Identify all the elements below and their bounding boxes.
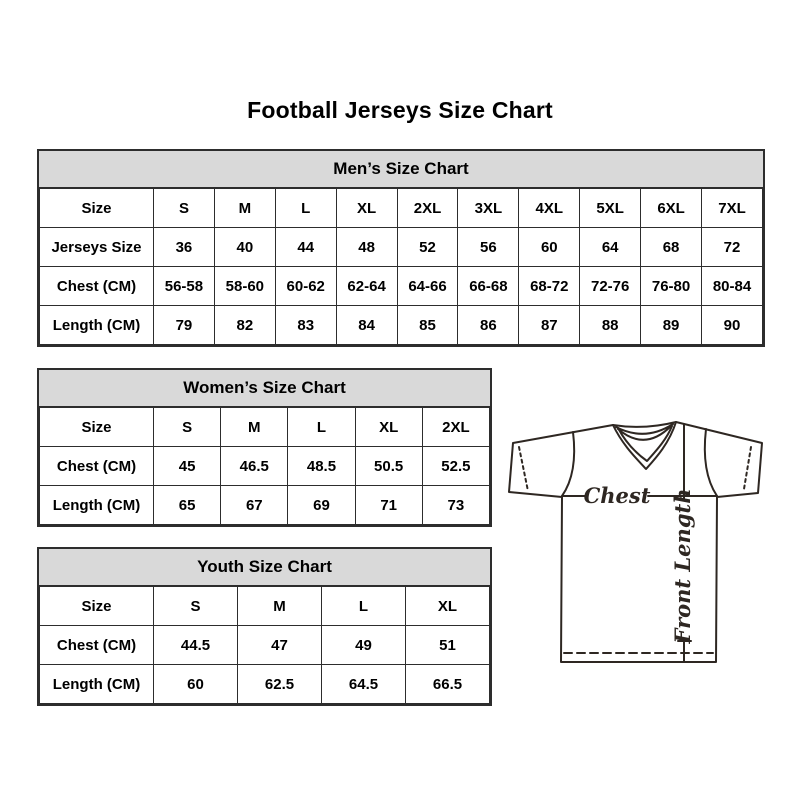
value-cell: 3XL xyxy=(458,189,519,228)
value-cell: XL xyxy=(355,408,422,447)
value-cell: 58-60 xyxy=(214,267,275,306)
value-cell: 62-64 xyxy=(336,267,397,306)
value-cell: 5XL xyxy=(580,189,641,228)
row-label-cell: Length (CM) xyxy=(40,486,154,525)
left-sleeve-seam xyxy=(562,432,574,496)
value-cell: 76-80 xyxy=(641,267,702,306)
mens-table-title: Men’s Size Chart xyxy=(39,151,763,188)
value-cell: 2XL xyxy=(397,189,458,228)
row-label-cell: Size xyxy=(40,408,154,447)
value-cell: 68 xyxy=(641,228,702,267)
value-cell: 69 xyxy=(288,486,355,525)
value-cell: 64 xyxy=(580,228,641,267)
jersey-measurement-diagram xyxy=(503,408,775,670)
value-cell: 87 xyxy=(519,306,580,345)
value-cell: 4XL xyxy=(519,189,580,228)
chest-label: Chest xyxy=(583,483,651,508)
value-cell: S xyxy=(154,587,238,626)
youth-table-title: Youth Size Chart xyxy=(39,549,490,586)
value-cell: 64.5 xyxy=(322,665,406,704)
table-row xyxy=(40,189,763,228)
value-cell: 7XL xyxy=(702,189,763,228)
value-cell: 56 xyxy=(458,228,519,267)
value-cell: 65 xyxy=(154,486,221,525)
value-cell: 66.5 xyxy=(406,665,490,704)
value-cell: M xyxy=(214,189,275,228)
value-cell: 44.5 xyxy=(154,626,238,665)
value-cell: XL xyxy=(336,189,397,228)
value-cell: 72-76 xyxy=(580,267,641,306)
row-label-cell: Chest (CM) xyxy=(40,626,154,665)
value-cell: 71 xyxy=(355,486,422,525)
mens-size-chart-table xyxy=(37,149,765,347)
row-label-cell: Size xyxy=(40,189,154,228)
table-row xyxy=(40,626,490,665)
value-cell: S xyxy=(154,408,221,447)
row-label-cell: Jerseys Size xyxy=(40,228,154,267)
table-row xyxy=(40,306,763,345)
value-cell: 52 xyxy=(397,228,458,267)
value-cell: 64-66 xyxy=(397,267,458,306)
value-cell: 66-68 xyxy=(458,267,519,306)
womens-table-title: Women’s Size Chart xyxy=(39,370,490,407)
table-row xyxy=(40,447,490,486)
value-cell: 85 xyxy=(397,306,458,345)
table-row xyxy=(40,665,490,704)
value-cell: 68-72 xyxy=(519,267,580,306)
value-cell: 6XL xyxy=(641,189,702,228)
value-cell: 83 xyxy=(275,306,336,345)
youth-size-chart-table xyxy=(37,547,492,706)
table-row xyxy=(40,587,490,626)
value-cell: 90 xyxy=(702,306,763,345)
value-cell: S xyxy=(154,189,215,228)
value-cell: 48.5 xyxy=(288,447,355,486)
table-row xyxy=(40,267,763,306)
table-row xyxy=(40,486,490,525)
left-cuff-dashed-line xyxy=(519,447,528,491)
value-cell: 67 xyxy=(221,486,288,525)
womens-table-grid xyxy=(39,407,490,525)
row-label-cell: Chest (CM) xyxy=(40,447,154,486)
row-label-cell: Size xyxy=(40,587,154,626)
value-cell: 56-58 xyxy=(154,267,215,306)
table-row xyxy=(40,228,763,267)
value-cell: 44 xyxy=(275,228,336,267)
value-cell: 60 xyxy=(154,665,238,704)
value-cell: L xyxy=(288,408,355,447)
value-cell: 40 xyxy=(214,228,275,267)
value-cell: 86 xyxy=(458,306,519,345)
value-cell: L xyxy=(322,587,406,626)
value-cell: 36 xyxy=(154,228,215,267)
value-cell: 62.5 xyxy=(238,665,322,704)
value-cell: 73 xyxy=(422,486,489,525)
value-cell: 51 xyxy=(406,626,490,665)
value-cell: 46.5 xyxy=(221,447,288,486)
value-cell: 60-62 xyxy=(275,267,336,306)
value-cell: 82 xyxy=(214,306,275,345)
value-cell: M xyxy=(238,587,322,626)
table-row xyxy=(40,408,490,447)
front-length-label: Front Length xyxy=(670,488,695,644)
row-label-cell: Length (CM) xyxy=(40,306,154,345)
value-cell: 49 xyxy=(322,626,406,665)
value-cell: 84 xyxy=(336,306,397,345)
right-sleeve-seam xyxy=(705,429,717,496)
right-cuff-dashed-line xyxy=(744,447,751,489)
value-cell: 2XL xyxy=(422,408,489,447)
value-cell: L xyxy=(275,189,336,228)
value-cell: 48 xyxy=(336,228,397,267)
page-title: Football Jerseys Size Chart xyxy=(247,97,553,123)
value-cell: 89 xyxy=(641,306,702,345)
youth-table-grid xyxy=(39,586,490,704)
mens-table-grid xyxy=(39,188,763,345)
value-cell: 50.5 xyxy=(355,447,422,486)
value-cell: 47 xyxy=(238,626,322,665)
value-cell: 72 xyxy=(702,228,763,267)
row-label-cell: Length (CM) xyxy=(40,665,154,704)
value-cell: 80-84 xyxy=(702,267,763,306)
value-cell: 88 xyxy=(580,306,641,345)
womens-size-chart-table xyxy=(37,368,492,527)
value-cell: 45 xyxy=(154,447,221,486)
value-cell: XL xyxy=(406,587,490,626)
value-cell: M xyxy=(221,408,288,447)
value-cell: 79 xyxy=(154,306,215,345)
row-label-cell: Chest (CM) xyxy=(40,267,154,306)
value-cell: 60 xyxy=(519,228,580,267)
value-cell: 52.5 xyxy=(422,447,489,486)
